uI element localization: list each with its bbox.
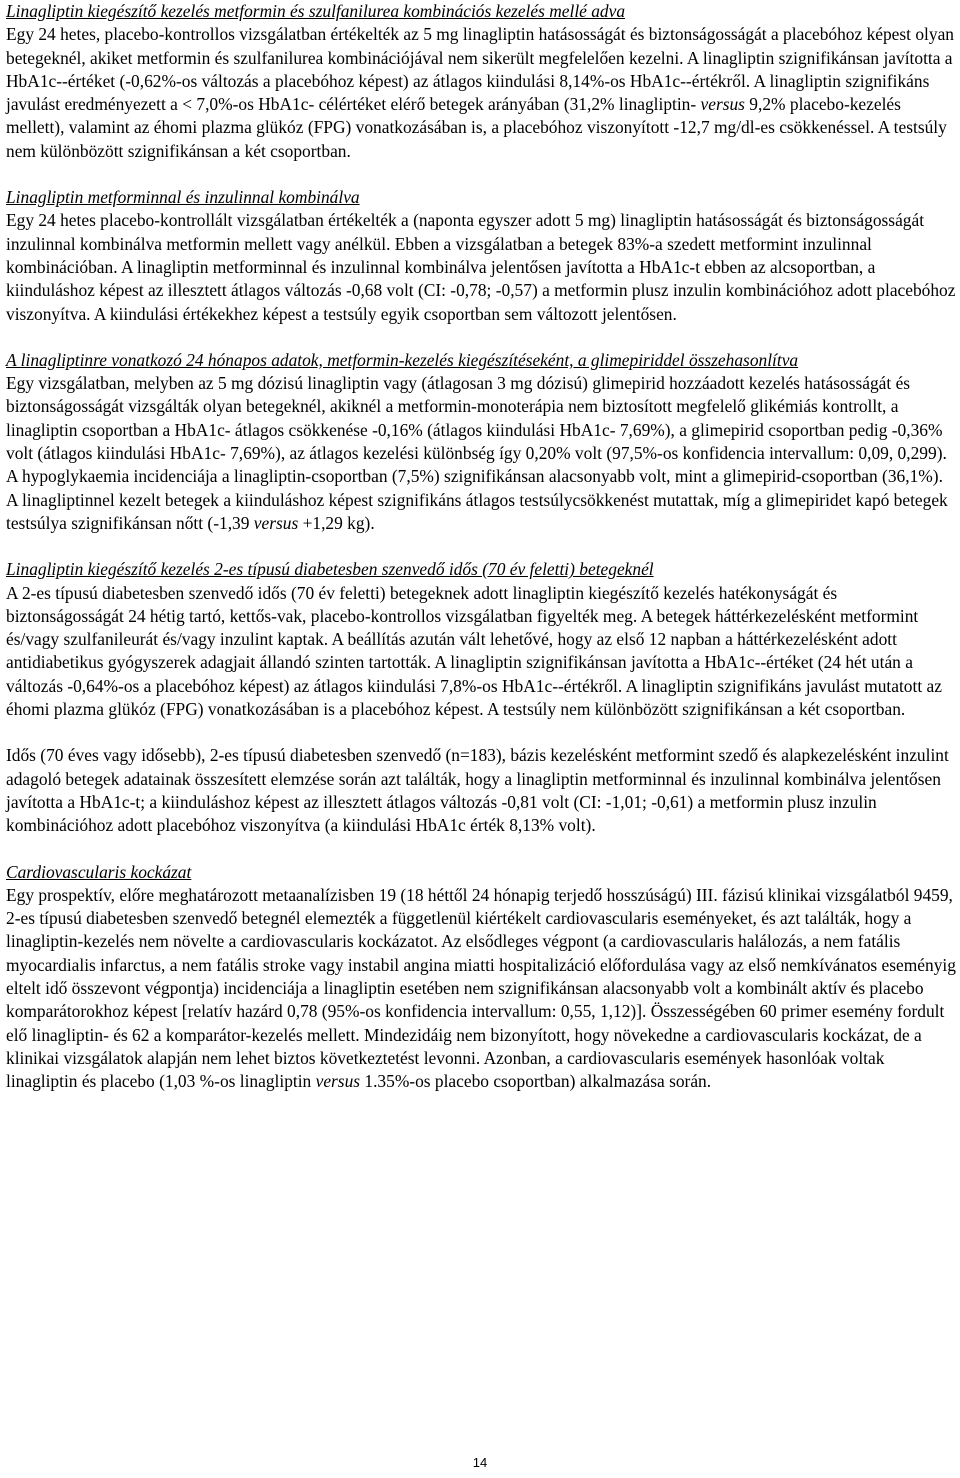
section-heading: Linagliptin kiegészítő kezelés metformin és szulfanilurea kombinációs kezelés mellé adva <box>6 1 626 21</box>
section-gap <box>6 535 956 558</box>
section-heading: Cardiovascularis kockázat <box>6 861 192 882</box>
section-heading: Linagliptin kiegészítő kezelés 2-es típusú diabetesben szenvedő idős (70 év feletti) betegeknél <box>6 559 654 580</box>
section-paragraph: A 2-es típusú diabetesben szenvedő idős (70 év feletti) betegeknek adott linagliptin kiegészítő kezelés hatékonyságát és biztonságosságát 24 hétig tartó, kettős-vak, placebo-kontrollos vizsgálatban figyelték meg. A betegek háttérkezelésként metformint és/vagy szulfanileurát és/vagy inzulint kaptak. A beállítás azután vált lehetővé, hogy az első 12 napban a háttérkezelésként adott antidiabetikus gyógyszerek adagjait állandó szinten tartották. A linagliptin szignifikánsan javította a HbA1c--értéket (24 hét után a változás -0,64%-os a placebóhoz képest) az átlagos kiindulási 7,8%-os HbA1c--értékről. A linagliptin szignifikáns javulást mutatott az éhomi plazma glükóz (FPG) vonatkozásában is a placebóhoz képest. A testsúly nem különbözött szignifikánsan a két csoportban. <box>6 582 942 720</box>
document-page <box>6 0 956 1093</box>
section-glimepiride-comparison <box>6 349 956 535</box>
section-gap <box>6 838 956 861</box>
section-gap <box>6 326 956 349</box>
section-paragraph: Egy prospektív, előre meghatározott metaanalízisben 19 (18 héttől 24 hónapig terjedő hosszúságú) III. fázisú klinikai vizsgálatból 9459, 2-es típusú diabetesben szenvedő betegnél elemezték a függetlenül kiértékelt cardiovascularis eseményeket, és azt találták, hogy a linagliptin-kezelés nem növelte a cardiovascularis kockázatot. Az elsődleges végpont (a cardiovascularis halálozás, a nem fatális myocardialis infarctus, a nem fatális stroke vagy instabil angina miatti hospitalizáció előfordulása vagy az első nemkívánatos eseményig eltelt idő összevont végpontja) incidenciája a linagliptin esetében nem szignifikánsan alacsonyabb volt a kombinált aktív és placebo komparátorokhoz képest [relatív hazárd 0,78 (95%-os konfidencia intervallum: 0,55, 1,12)]. Összességében 60 primer esemény fordult elő linagliptin- és 62 a komparátor-kezelés mellett. Mindezidáig nem bizonyított, hogy növekedne a cardiovascularis kockázat, de a klinikai vizsgálatok alapján nem lehet biztos következtetést levonni. Azonban, a cardiovascularis események hasonlóak voltak linagliptin és placebo (1,03 %-os linagliptin versus 1.35%-os placebo csoportban) alkalmazása során. <box>6 884 956 1092</box>
section-heading: A linagliptinre vonatkozó 24 hónapos adatok, metformin-kezelés kiegészítéseként, a glimepiriddel összehasonlítva <box>6 349 799 370</box>
section-cardiovascular-risk <box>6 861 956 1094</box>
section-elderly-patients <box>6 558 956 837</box>
section-metformin-insulin <box>6 186 956 326</box>
section-paragraph: Egy 24 hetes, placebo-kontrollos vizsgálatban értékelték az 5 mg linagliptin hatásosságát és biztonságosságát a placebóhoz képest olyan betegeknél, akiket metformin és szulfanilurea kombinációjával nem sikerült megfelelően kezelni. A linagliptin szignifikánsan javította a HbA1c--értéket (-0,62%-os változás a placebóhoz képest) az átlagos kiindulási 8,14%-os HbA1c--értékről. A linagliptin szignifikáns javulást eredményezett a < 7,0%-os HbA1c- célértéket elérő betegek arányában (31,2% linagliptin- versus 9,2% placebo-kezelés mellett), valamint az éhomi plazma glükóz (FPG) vonatkozásában is, a placebóhoz viszonyított -12,7 mg/dl-es csökkenéssel. A testsúly nem különbözött szignifikánsan a két csoportban. <box>6 24 954 161</box>
page-number: 14 <box>472 1455 488 1470</box>
section-paragraph: Idős (70 éves vagy idősebb), 2-es típusú diabetesben szenvedő (n=183), bázis kezelésként metformint szedő és alapkezelésként inzulint adagoló betegek adatainak összesített elemzése során azt találták, hogy a linagliptin metforminnal és inzulinnal kombinálva jelentősen javította a HbA1c-t; a kiinduláshoz képest az illesztett átlagos változás -0,81 volt (CI: -1,01; -0,61) a metformin plusz inzulin kombinációhoz adott placebóhoz viszonyítva (a kiindulási HbA1c érték 8,13% volt). <box>6 745 949 836</box>
paragraph-gap <box>6 721 956 744</box>
section-paragraph: Egy vizsgálatban, melyben az 5 mg dózisú linagliptin vagy (átlagosan 3 mg dózisú) glimepirid hozzáadott kezelés hatásosságát és biztonságosságát vizsgálták olyan betegeknél, akiknél a metformin-monoterápia nem biztosított megfelelő glikémiás kontrollt, a linagliptin csoportban a HbA1c- átlagos csökkenése -0,16% (átlagos kiindulási HbA1c- 7,69%), a glimepirid csoportban pedig -0,36% volt (átlagos kiindulási HbA1c- 7,69%), az átlagos kezelési különbség így 0,20% volt (97,5%-os konfidencia intervallum: 0,09, 0,299). A hypoglykaemia incidenciája a linagliptin-csoportban (7,5%) szignifikánsan alacsonyabb volt, mint a glimepirid-csoportban (36,1%). A linagliptinnel kezelt betegek a kiinduláshoz képest szignifikáns átlagos testsúlycsökkenést mutattak, míg a glimepiridet kapó betegek testsúlya szignifikánsan nőtt (-1,39 versus +1,29 kg). <box>6 373 948 533</box>
section-gap <box>6 163 956 186</box>
section-paragraph: Egy 24 hetes placebo-kontrollált vizsgálatban értékelték a (naponta egyszer adott 5 mg) linagliptin hatásosságát és biztonságosságát inzulinnal kombinálva metformin mellett vagy anélkül. Ebben a vizsgálatban a betegek 83%-a szedett metformint inzulinnal kombinációban. A linagliptin metforminnal és inzulinnal kombinálva jelentősen javította a HbA1c-t ebben az alcsoportban, a kiinduláshoz képest az illesztett átlagos változás -0,68 volt (CI: -0,78; -0,57) a metformin plusz inzulin kombinációhoz adott placebóhoz viszonyítva. A kiindulási értékekhez képest a testsúly egyik csoportban sem változott jelentősen. <box>6 210 956 324</box>
section-metformin-sulfonylurea <box>6 0 956 163</box>
section-heading: Linagliptin metforminnal és inzulinnal kombinálva <box>6 187 360 208</box>
